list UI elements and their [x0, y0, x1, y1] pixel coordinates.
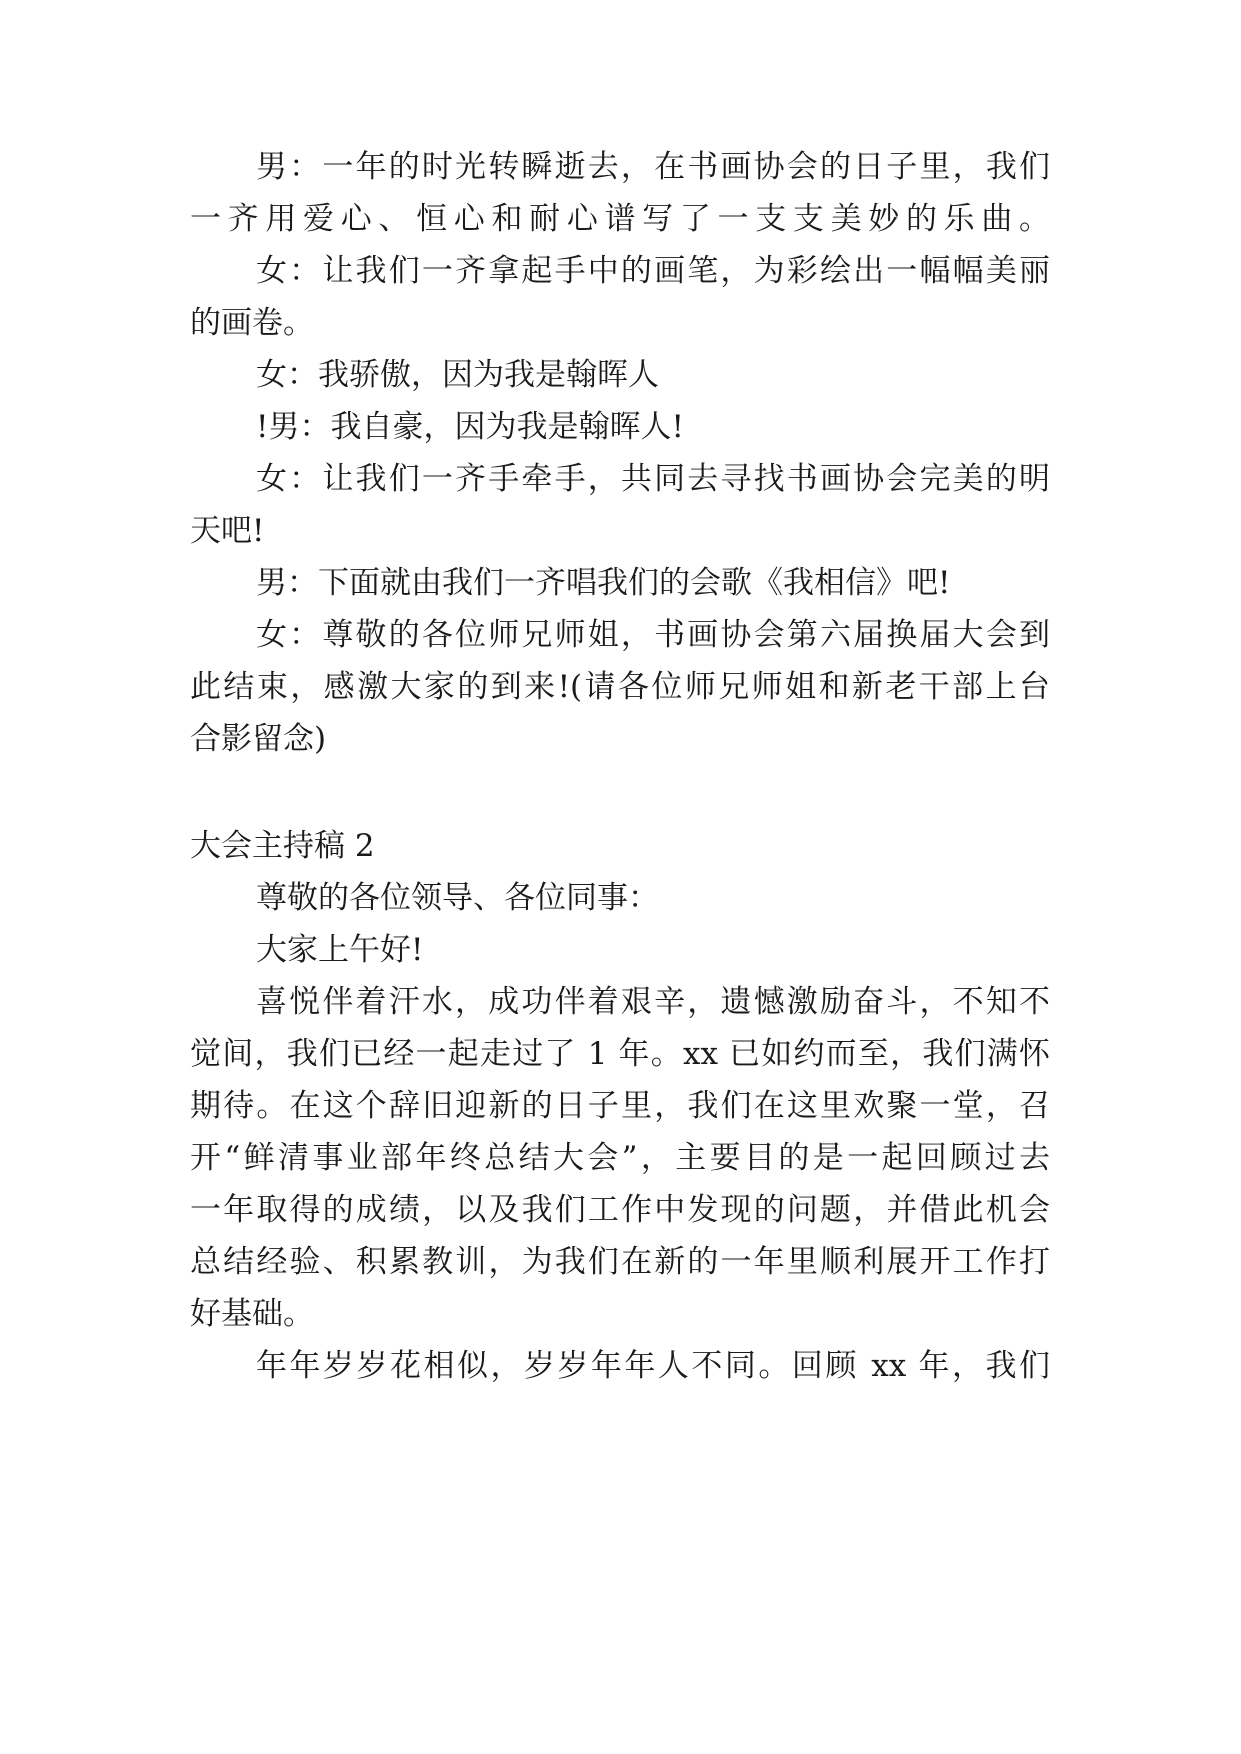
- paragraph-line: 喜悦伴着汗水，成功伴着艰辛，遗憾激励奋斗，不知不: [256, 984, 1050, 1020]
- paragraph-line: 的画卷。: [190, 305, 314, 341]
- paragraph-line: 女：让我们一齐手牵手，共同去寻找书画协会完美的明: [256, 461, 1050, 497]
- paragraph-line: 天吧!: [190, 513, 265, 549]
- paragraph-line: 男：下面就由我们一齐唱我们的会歌《我相信》吧!: [256, 565, 951, 601]
- paragraph-line: 尊敬的各位领导、各位同事：: [256, 880, 659, 916]
- paragraph-line: 一年取得的成绩，以及我们工作中发现的问题，并借此机会: [190, 1192, 1050, 1228]
- paragraph-line: 大家上午好!: [256, 932, 424, 968]
- paragraph-line: 女：尊敬的各位师兄师姐，书画协会第六届换届大会到: [256, 617, 1050, 653]
- paragraph-line: 总结经验、积累教训，为我们在新的一年里顺利展开工作打: [190, 1244, 1050, 1280]
- paragraph-line: 此结束，感激大家的到来!(请各位师兄师姐和新老干部上台: [190, 669, 1050, 705]
- paragraph-line: 一齐用爱心、恒心和耐心谱写了一支支美妙的乐曲。: [190, 201, 1050, 237]
- paragraph-line: 女：让我们一齐拿起手中的画笔，为彩绘出一幅幅美丽: [256, 253, 1050, 289]
- paragraph-line: 男：一年的时光转瞬逝去，在书画协会的日子里，我们: [256, 149, 1050, 185]
- paragraph-line: 好基础。: [190, 1296, 314, 1332]
- section-heading: 大会主持稿 2: [190, 828, 375, 864]
- paragraph-line: 开“鲜清事业部年终总结大会”，主要目的是一起回顾过去: [190, 1140, 1050, 1176]
- paragraph-line: 觉间，我们已经一起走过了 1 年。xx 已如约而至，我们满怀: [190, 1036, 1050, 1072]
- paragraph-line: 合影留念): [190, 721, 327, 757]
- paragraph-line: 期待。在这个辞旧迎新的日子里，我们在这里欢聚一堂，召: [190, 1088, 1050, 1124]
- paragraph-line: 年年岁岁花相似，岁岁年年人不同。回顾 xx 年，我们: [256, 1348, 1050, 1384]
- paragraph-line: 女：我骄傲，因为我是翰晖人: [256, 357, 659, 393]
- paragraph-line: !男：我自豪，因为我是翰晖人!: [256, 409, 684, 445]
